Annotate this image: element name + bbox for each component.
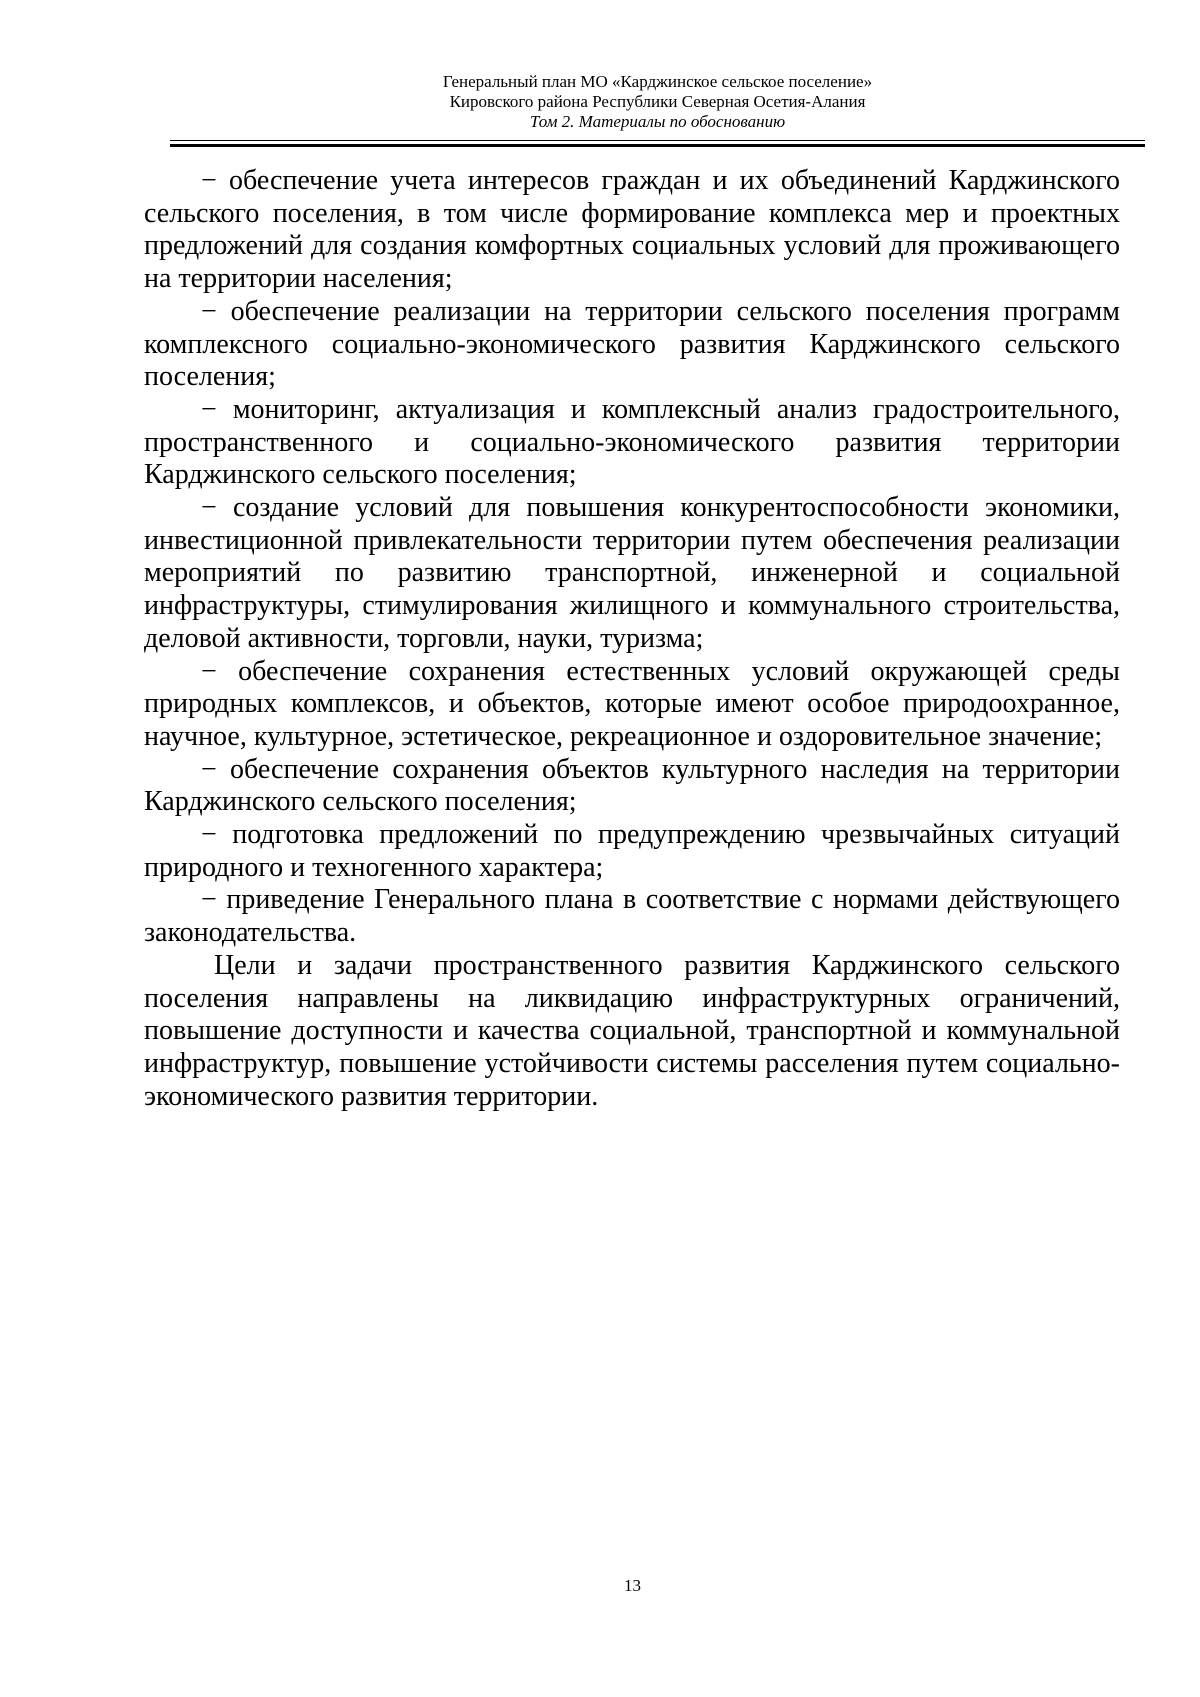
page-header (170, 72, 1145, 132)
list-item: − обеспечение сохранения объектов культурного наследия на территории Карджинского сельского поселения; (144, 753, 1120, 818)
list-item: − создание условий для повышения конкурентоспособности экономики, инвестиционной привлекательности территории путем обеспечения реализации мероприятий по развитию транспортной, инженерной и социальной инфраструктуры, стимулирования жилищного и коммунального строительства, деловой активности, торговли, науки, туризма; (144, 492, 1120, 654)
list-item: − обеспечение реализации на территории сельского поселения программ комплексного социально-экономического развития Карджинского сельского поселения; (144, 295, 1120, 393)
page-number: 13 (624, 1576, 641, 1595)
goals-paragraph: Цели и задачи пространственного развития Карджинского сельского поселения направлены на ликвидацию инфраструктурных ограничений, повышение доступности и качества социальной, транспортной и коммунальной инфраструктур, повышение устойчивости системы расселения путем социально-экономического развития территории. (144, 949, 1120, 1112)
header-divider-thick (170, 144, 1145, 147)
header-subtitle-line: Кировского района Республики Северная Осетия-Алания (449, 92, 866, 111)
list-item: − обеспечение сохранения естественных условий окружающей среды природных комплексов, и объектов, которые имеют особое природоохранное, научное, культурное, эстетическое, рекреационное и оздоровительное значение; (144, 655, 1120, 752)
list-item: − обеспечение учета интересов граждан и их объединений Карджинского сельского поселения, в том числе формирование комплекса мер и проектных предложений для создания комфортных социальных условий для проживающего на территории населения; (144, 165, 1120, 295)
list-item: − приведение Генерального плана в соответствие с нормами действующего законодательства. (144, 884, 1120, 949)
header-title-line: Генеральный план МО «Карджинское сельское поселение» (442, 72, 873, 91)
list-item: − мониторинг, актуализация и комплексный анализ градостроительного, пространственного и социально-экономического развития территории Карджинского сельского поселения; (144, 393, 1120, 491)
document-body (144, 165, 1120, 1113)
header-volume-line: Том 2. Материалы по обоснованию (529, 112, 786, 131)
list-item: − подготовка предложений по предупреждению чрезвычайных ситуаций природного и техногенного характера; (144, 819, 1120, 883)
header-divider-thin (170, 140, 1145, 141)
